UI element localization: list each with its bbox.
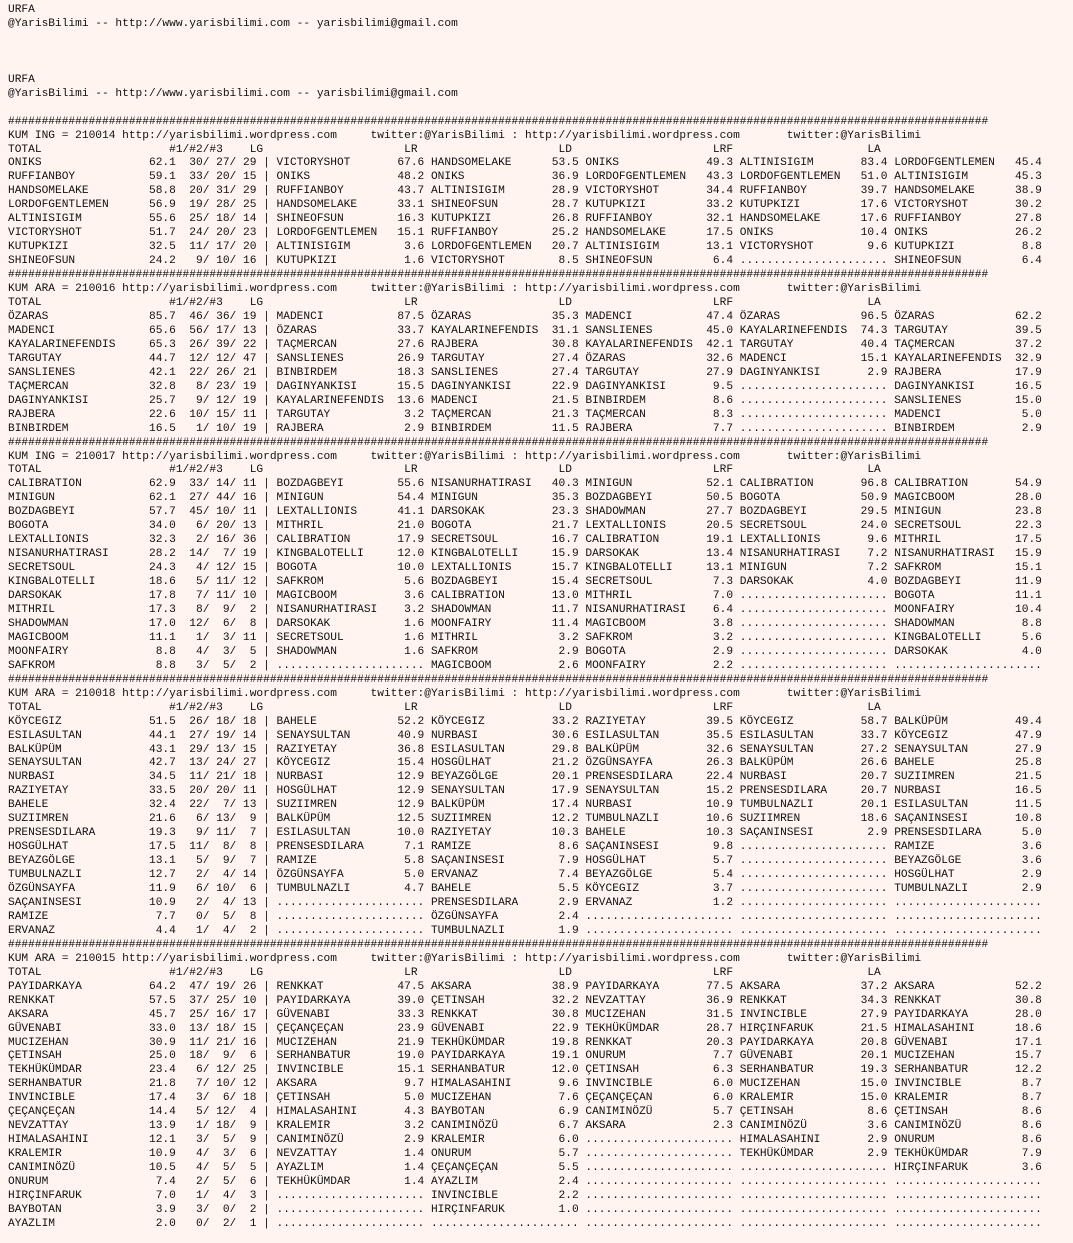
table-row: PRENSESDILARA 19.3 9/ 11/ 7 | ESILASULTAN 10.0 RAZIYETAY 10.3 BAHELE 10.3 SAÇANINSESI 2.9 PRENSESDILARA 5.0 — [8, 827, 1042, 840]
table-row: BOZDAGBEYI 57.7 45/ 10/ 11 | LEXTALLIONIS 41.1 DARSOKAK 23.3 SHADOWMAN 27.7 BOZDAGBEYI 29.5 MINIGUN 23.8 — [8, 506, 1042, 519]
table-row: MITHRIL 17.3 8/ 9/ 2 | NISANURHATIRASI 3.2 SHADOWMAN 11.7 NISANURHATIRASI 6.4 ...................... MOONFAIRY 10.4 — [8, 603, 1042, 616]
report-contact-repeat: @YarisBilimi -- http://www.yarisbilimi.com -- yarisbilimi@gmail.com — [8, 87, 458, 100]
report-title-repeat: URFA — [8, 73, 35, 86]
table-row: BAYBOTAN 3.9 3/ 0/ 2 | ...................... HIRÇINFARUK 1.0 ...................... ...................... ...................... — [8, 1203, 1042, 1216]
table-row: BAHELE 32.4 22/ 7/ 13 | SUZIIMREN 12.9 BALKÜPÜM 17.4 NURBASI 10.9 TUMBULNAZLI 20.1 ESILASULTAN 11.5 — [8, 799, 1042, 812]
column-header: TOTAL #1/#2/#3 LG LR LD LRF LA — [8, 143, 881, 156]
section-separator: ################################################################################################################################################## — [8, 673, 989, 686]
table-row: KAYALARINEFENDIS 65.3 26/ 39/ 22 | TAÇMERCAN 27.6 RAJBERA 30.8 KAYALARINEFENDIS 42.1 TARGUTAY 40.4 TAÇMERCAN 37.2 — [8, 338, 1042, 351]
table-row: KÖYCEGIZ 51.5 26/ 18/ 18 | BAHELE 52.2 KÖYCEGIZ 33.2 RAZIYETAY 39.5 KÖYCEGIZ 58.7 BALKÜPÜM 49.4 — [8, 715, 1042, 728]
table-row: AYAZLIM 2.0 0/ 2/ 1 | ...................... ...................... ...................... ...................... ...................... — [8, 1217, 1042, 1230]
table-row: TAÇMERCAN 32.8 8/ 23/ 19 | DAGINYANKISI 15.5 DAGINYANKISI 22.9 DAGINYANKISI 9.5 ...................... DAGINYANKISI 16.5 — [8, 380, 1042, 393]
table-row: GÜVENABI 33.0 13/ 18/ 15 | ÇEÇANÇEÇAN 23.9 GÜVENABI 22.9 TEKHÜKÜMDAR 28.7 HIRÇINFARUK 21.5 HIMALASAHINI 18.6 — [8, 1022, 1042, 1035]
report-contact: @YarisBilimi -- http://www.yarisbilimi.com -- yarisbilimi@gmail.com — [8, 17, 458, 30]
table-row: MUCIZEHAN 30.9 11/ 21/ 16 | MUCIZEHAN 21.9 TEKHÜKÜMDAR 19.8 RENKKAT 20.3 PAYIDARKAYA 20.8 GÜVENABI 17.1 — [8, 1036, 1042, 1049]
race-header: KUM ING = 210017 http://yarisbilimi.wordpress.com twitter:@YarisBilimi : http://yarisbilimi.wordpress.com twitter:@YarisBilimi — [8, 450, 922, 463]
table-row: ÖZARAS 85.7 46/ 36/ 19 | MADENCI 87.5 ÖZARAS 35.3 MADENCI 47.4 ÖZARAS 96.5 ÖZARAS 62.2 — [8, 310, 1042, 323]
table-row: MOONFAIRY 8.8 4/ 3/ 5 | SHADOWMAN 1.6 SAFKROM 2.9 BOGOTA 2.9 ...................... DARSOKAK 4.0 — [8, 645, 1042, 658]
table-row: INVINCIBLE 17.4 3/ 6/ 18 | ÇETINSAH 5.0 MUCIZEHAN 7.6 ÇEÇANÇEÇAN 6.0 KRALEMIR 15.0 KRALEMIR 8.7 — [8, 1092, 1042, 1105]
table-row: KRALEMIR 10.9 4/ 3/ 6 | NEVZATTAY 1.4 ONURUM 5.7 ...................... TEKHÜKÜMDAR 2.9 TEKHÜKÜMDAR 7.9 — [8, 1148, 1042, 1161]
table-row: ESILASULTAN 44.1 27/ 19/ 14 | SENAYSULTAN 40.9 NURBASI 30.6 ESILASULTAN 35.5 ESILASULTAN 33.7 KÖYCEGIZ 47.9 — [8, 729, 1042, 742]
table-row: DARSOKAK 17.8 7/ 11/ 10 | MAGICBOOM 3.6 CALIBRATION 13.0 MITHRIL 7.0 ...................... BOGOTA 11.1 — [8, 590, 1042, 603]
table-row: SANSLIENES 42.1 22/ 26/ 21 | BINBIRDEM 18.3 SANSLIENES 27.4 TARGUTAY 27.9 DAGINYANKISI 2.9 RAJBERA 17.9 — [8, 366, 1042, 379]
table-row: BEYAZGÖLGE 13.1 5/ 9/ 7 | RAMIZE 5.8 SAÇANINSESI 7.9 HOSGÜLHAT 5.7 ...................... BEYAZGÖLGE 3.6 — [8, 855, 1042, 868]
table-row: SHINEOFSUN 24.2 9/ 10/ 16 | KUTUPKIZI 1.6 VICTORYSHOT 8.5 SHINEOFSUN 6.4 ...................... SHINEOFSUN 6.4 — [8, 255, 1042, 268]
report-title: URFA — [8, 4, 35, 16]
table-row: BALKÜPÜM 43.1 29/ 13/ 15 | RAZIYETAY 36.8 ESILASULTAN 29.8 BALKÜPÜM 32.6 SENAYSULTAN 27.2 SENAYSULTAN 27.9 — [8, 743, 1042, 756]
table-row: RUFFIANBOY 59.1 33/ 20/ 15 | ONIKS 48.2 ONIKS 36.9 LORDOFGENTLEMEN 43.3 LORDOFGENTLEMEN 51.0 ALTINISIGIM 45.3 — [8, 171, 1042, 184]
table-row: AKSARA 45.7 25/ 16/ 17 | GÜVENABI 33.3 RENKKAT 30.8 MUCIZEHAN 31.5 INVINCIBLE 27.9 PAYIDARKAYA 28.0 — [8, 1008, 1042, 1021]
table-row: BINBIRDEM 16.5 1/ 10/ 19 | RAJBERA 2.9 BINBIRDEM 11.5 RAJBERA 7.7 ...................... BINBIRDEM 2.9 — [8, 422, 1042, 435]
table-row: SERHANBATUR 21.8 7/ 10/ 12 | AKSARA 9.7 HIMALASAHINI 9.6 INVINCIBLE 6.0 MUCIZEHAN 15.0 INVINCIBLE 8.7 — [8, 1078, 1042, 1091]
table-row: NEVZATTAY 13.9 1/ 18/ 9 | KRALEMIR 3.2 CANIMINÖZÜ 6.7 AKSARA 2.3 CANIMINÖZÜ 3.6 CANIMINÖZÜ 8.6 — [8, 1120, 1042, 1133]
table-row: SECRETSOUL 24.3 4/ 12/ 15 | BOGOTA 10.0 LEXTALLIONIS 15.7 KINGBALOTELLI 13.1 MINIGUN 7.2 SAFKROM 15.1 — [8, 562, 1042, 575]
table-row: DAGINYANKISI 25.7 9/ 12/ 19 | KAYALARINEFENDIS 13.6 MADENCI 21.5 BINBIRDEM 8.6 ...................... SANSLIENES 15.0 — [8, 394, 1042, 407]
table-row: ERVANAZ 4.4 1/ 4/ 2 | ...................... TUMBULNAZLI 1.9 ...................... ...................... ...................... — [8, 924, 1042, 937]
section-separator: ################################################################################################################################################## — [8, 436, 989, 449]
race-header: KUM ARA = 210015 http://yarisbilimi.wordpress.com twitter:@YarisBilimi : http://yarisbilimi.wordpress.com twitter:@YarisBilimi — [8, 952, 922, 965]
race-header: KUM ING = 210014 http://yarisbilimi.wordpress.com twitter:@YarisBilimi : http://yarisbilimi.wordpress.com twitter:@YarisBilimi — [8, 129, 922, 142]
table-row: LORDOFGENTLEMEN 56.9 19/ 28/ 25 | HANDSOMELAKE 33.1 SHINEOFSUN 28.7 KUTUPKIZI 33.2 KUTUPKIZI 17.6 VICTORYSHOT 30.2 — [8, 199, 1042, 212]
table-row: SENAYSULTAN 42.7 13/ 24/ 27 | KÖYCEGIZ 15.4 HOSGÜLHAT 21.2 ÖZGÜNSAYFA 26.3 BALKÜPÜM 26.6 BAHELE 25.8 — [8, 757, 1042, 770]
table-row: RAJBERA 22.6 10/ 15/ 11 | TARGUTAY 3.2 TAÇMERCAN 21.3 TAÇMERCAN 8.3 ...................... MADENCI 5.0 — [8, 408, 1042, 421]
table-row: RAZIYETAY 33.5 20/ 20/ 11 | HOSGÜLHAT 12.9 SENAYSULTAN 17.9 SENAYSULTAN 15.2 PRENSESDILARA 20.7 NURBASI 16.5 — [8, 785, 1042, 798]
table-row: CANIMINÖZÜ 10.5 4/ 5/ 5 | AYAZLIM 1.4 ÇEÇANÇEÇAN 5.5 ...................... ...................... HIRÇINFARUK 3.6 — [8, 1162, 1042, 1175]
race-header: KUM ARA = 210018 http://yarisbilimi.wordpress.com twitter:@YarisBilimi : http://yarisbilimi.wordpress.com twitter:@YarisBilimi — [8, 687, 922, 700]
table-row: SHADOWMAN 17.0 12/ 6/ 8 | DARSOKAK 1.6 MOONFAIRY 11.4 MAGICBOOM 3.8 ...................... SHADOWMAN 8.8 — [8, 617, 1042, 630]
section-separator: ################################################################################################################################################## — [8, 938, 989, 951]
table-row: CALIBRATION 62.9 33/ 14/ 11 | BOZDAGBEYI 55.6 NISANURHATIRASI 40.3 MINIGUN 52.1 CALIBRATION 96.8 CALIBRATION 54.9 — [8, 478, 1042, 491]
section-separator: ################################################################################################################################################## — [8, 269, 989, 282]
table-row: LEXTALLIONIS 32.3 2/ 16/ 36 | CALIBRATION 17.9 SECRETSOUL 16.7 CALIBRATION 19.1 LEXTALLIONIS 9.6 MITHRIL 17.5 — [8, 534, 1042, 547]
table-row: ÇEÇANÇEÇAN 14.4 5/ 12/ 4 | HIMALASAHINI 4.3 BAYBOTAN 6.9 CANIMINÖZÜ 5.7 ÇETINSAH 8.6 ÇETINSAH 8.6 — [8, 1106, 1042, 1119]
table-row: SUZIIMREN 21.6 6/ 13/ 9 | BALKÜPÜM 12.5 SUZIIMREN 12.2 TUMBULNAZLI 10.6 SUZIIMREN 18.6 SAÇANINSESI 10.8 — [8, 813, 1042, 826]
table-row: HANDSOMELAKE 58.8 20/ 31/ 29 | RUFFIANBOY 43.7 ALTINISIGIM 28.9 VICTORYSHOT 34.4 RUFFIANBOY 39.7 HANDSOMELAKE 38.9 — [8, 185, 1042, 198]
table-row: RAMIZE 7.7 0/ 5/ 8 | ...................... ÖZGÜNSAYFA 2.4 ...................... ...................... ...................... — [8, 910, 1042, 923]
table-row: MINIGUN 62.1 27/ 44/ 16 | MINIGUN 54.4 MINIGUN 35.3 BOZDAGBEYI 50.5 BOGOTA 50.9 MAGICBOOM 28.0 — [8, 492, 1042, 505]
table-row: MAGICBOOM 11.1 1/ 3/ 11 | SECRETSOUL 1.6 MITHRIL 3.2 SAFKROM 3.2 ...................... KINGBALOTELLI 5.6 — [8, 631, 1042, 644]
table-row: ALTINISIGIM 55.6 25/ 18/ 14 | SHINEOFSUN 16.3 KUTUPKIZI 26.8 RUFFIANBOY 32.1 HANDSOMELAKE 17.6 RUFFIANBOY 27.8 — [8, 213, 1042, 226]
table-row: ONIKS 62.1 30/ 27/ 29 | VICTORYSHOT 67.6 HANDSOMELAKE 53.5 ONIKS 49.3 ALTINISIGIM 83.4 LORDOFGENTLEMEN 45.4 — [8, 157, 1042, 170]
table-row: ÖZGÜNSAYFA 11.9 6/ 10/ 6 | TUMBULNAZLI 4.7 BAHELE 5.5 KÖYCEGIZ 3.7 ...................... TUMBULNAZLI 2.9 — [8, 883, 1042, 896]
table-row: BOGOTA 34.0 6/ 20/ 13 | MITHRIL 21.0 BOGOTA 21.7 LEXTALLIONIS 20.5 SECRETSOUL 24.0 SECRETSOUL 22.3 — [8, 520, 1042, 533]
table-row: KINGBALOTELLI 18.6 5/ 11/ 12 | SAFKROM 5.6 BOZDAGBEYI 15.4 SECRETSOUL 7.3 DARSOKAK 4.0 BOZDAGBEYI 11.9 — [8, 576, 1042, 589]
race-sections — [8, 116, 1042, 1230]
table-row: TUMBULNAZLI 12.7 2/ 4/ 14 | ÖZGÜNSAYFA 5.0 ERVANAZ 7.4 BEYAZGÖLGE 5.4 ...................... HOSGÜLHAT 2.9 — [8, 869, 1042, 882]
race-header: KUM ARA = 210016 http://yarisbilimi.wordpress.com twitter:@YarisBilimi : http://yarisbilimi.wordpress.com twitter:@YarisBilimi — [8, 283, 922, 296]
table-row: TEKHÜKÜMDAR 23.4 6/ 12/ 25 | INVINCIBLE 15.1 SERHANBATUR 12.0 ÇETINSAH 6.3 SERHANBATUR 19.3 SERHANBATUR 12.2 — [8, 1064, 1042, 1077]
table-row: HIRÇINFARUK 7.0 1/ 4/ 3 | ...................... INVINCIBLE 2.2 ...................... ...................... ...................... — [8, 1190, 1042, 1203]
table-row: HOSGÜLHAT 17.5 11/ 8/ 8 | PRENSESDILARA 7.1 RAMIZE 8.6 SAÇANINSESI 9.8 ...................... RAMIZE 3.6 — [8, 841, 1042, 854]
table-row: MADENCI 65.6 56/ 17/ 13 | ÖZARAS 33.7 KAYALARINEFENDIS 31.1 SANSLIENES 45.0 KAYALARINEFENDIS 74.3 TARGUTAY 39.5 — [8, 324, 1042, 337]
table-row: PAYIDARKAYA 64.2 47/ 19/ 26 | RENKKAT 47.5 AKSARA 38.9 PAYIDARKAYA 77.5 AKSARA 37.2 AKSARA 52.2 — [8, 980, 1042, 993]
table-row: SAFKROM 8.8 3/ 5/ 2 | ...................... MAGICBOOM 2.6 MOONFAIRY 2.2 ...................... ...................... — [8, 659, 1042, 672]
table-row: NISANURHATIRASI 28.2 14/ 7/ 19 | KINGBALOTELLI 12.0 KINGBALOTELLI 15.9 DARSOKAK 13.4 NISANURHATIRASI 7.2 NISANURHATIRASI 15.9 — [8, 548, 1042, 561]
column-header: TOTAL #1/#2/#3 LG LR LD LRF LA — [8, 966, 881, 979]
table-row: SAÇANINSESI 10.9 2/ 4/ 13 | ...................... PRENSESDILARA 2.9 ERVANAZ 1.2 ...................... ...................... — [8, 897, 1042, 909]
column-header: TOTAL #1/#2/#3 LG LR LD LRF LA — [8, 297, 881, 310]
table-row: KUTUPKIZI 32.5 11/ 17/ 20 | ALTINISIGIM 3.6 LORDOFGENTLEMEN 20.7 ALTINISIGIM 13.1 VICTORYSHOT 9.6 KUTUPKIZI 8.8 — [8, 241, 1042, 254]
table-row: VICTORYSHOT 51.7 24/ 20/ 23 | LORDOFGENTLEMEN 15.1 RUFFIANBOY 25.2 HANDSOMELAKE 17.5 ONIKS 10.4 ONIKS 26.2 — [8, 227, 1042, 240]
table-row: ONURUM 7.4 2/ 5/ 6 | TEKHÜKÜMDAR 1.4 AYAZLIM 2.4 ...................... ...................... ...................... — [8, 1176, 1042, 1189]
section-separator: ################################################################################################################################################## — [8, 115, 989, 128]
column-header: TOTAL #1/#2/#3 LG LR LD LRF LA — [8, 701, 881, 714]
table-row: TARGUTAY 44.7 12/ 12/ 47 | SANSLIENES 26.9 TARGUTAY 27.4 ÖZARAS 32.6 MADENCI 15.1 KAYALARINEFENDIS 32.9 — [8, 352, 1042, 365]
table-row: HIMALASAHINI 12.1 3/ 5/ 9 | CANIMINÖZÜ 2.9 KRALEMIR 6.0 ...................... HIMALASAHINI 2.9 ONURUM 8.6 — [8, 1134, 1042, 1147]
table-row: ÇETINSAH 25.0 18/ 9/ 6 | SERHANBATUR 19.0 PAYIDARKAYA 19.1 ONURUM 7.7 GÜVENABI 20.1 MUCIZEHAN 15.7 — [8, 1050, 1042, 1063]
column-header: TOTAL #1/#2/#3 LG LR LD LRF LA — [8, 464, 881, 477]
table-row: RENKKAT 57.5 37/ 25/ 10 | PAYIDARKAYA 39.0 ÇETINSAH 32.2 NEVZATTAY 36.9 RENKKAT 34.3 RENKKAT 30.8 — [8, 994, 1042, 1007]
table-row: NURBASI 34.5 11/ 21/ 18 | NURBASI 12.9 BEYAZGÖLGE 20.1 PRENSESDILARA 22.4 NURBASI 20.7 SUZIIMREN 21.5 — [8, 771, 1042, 784]
